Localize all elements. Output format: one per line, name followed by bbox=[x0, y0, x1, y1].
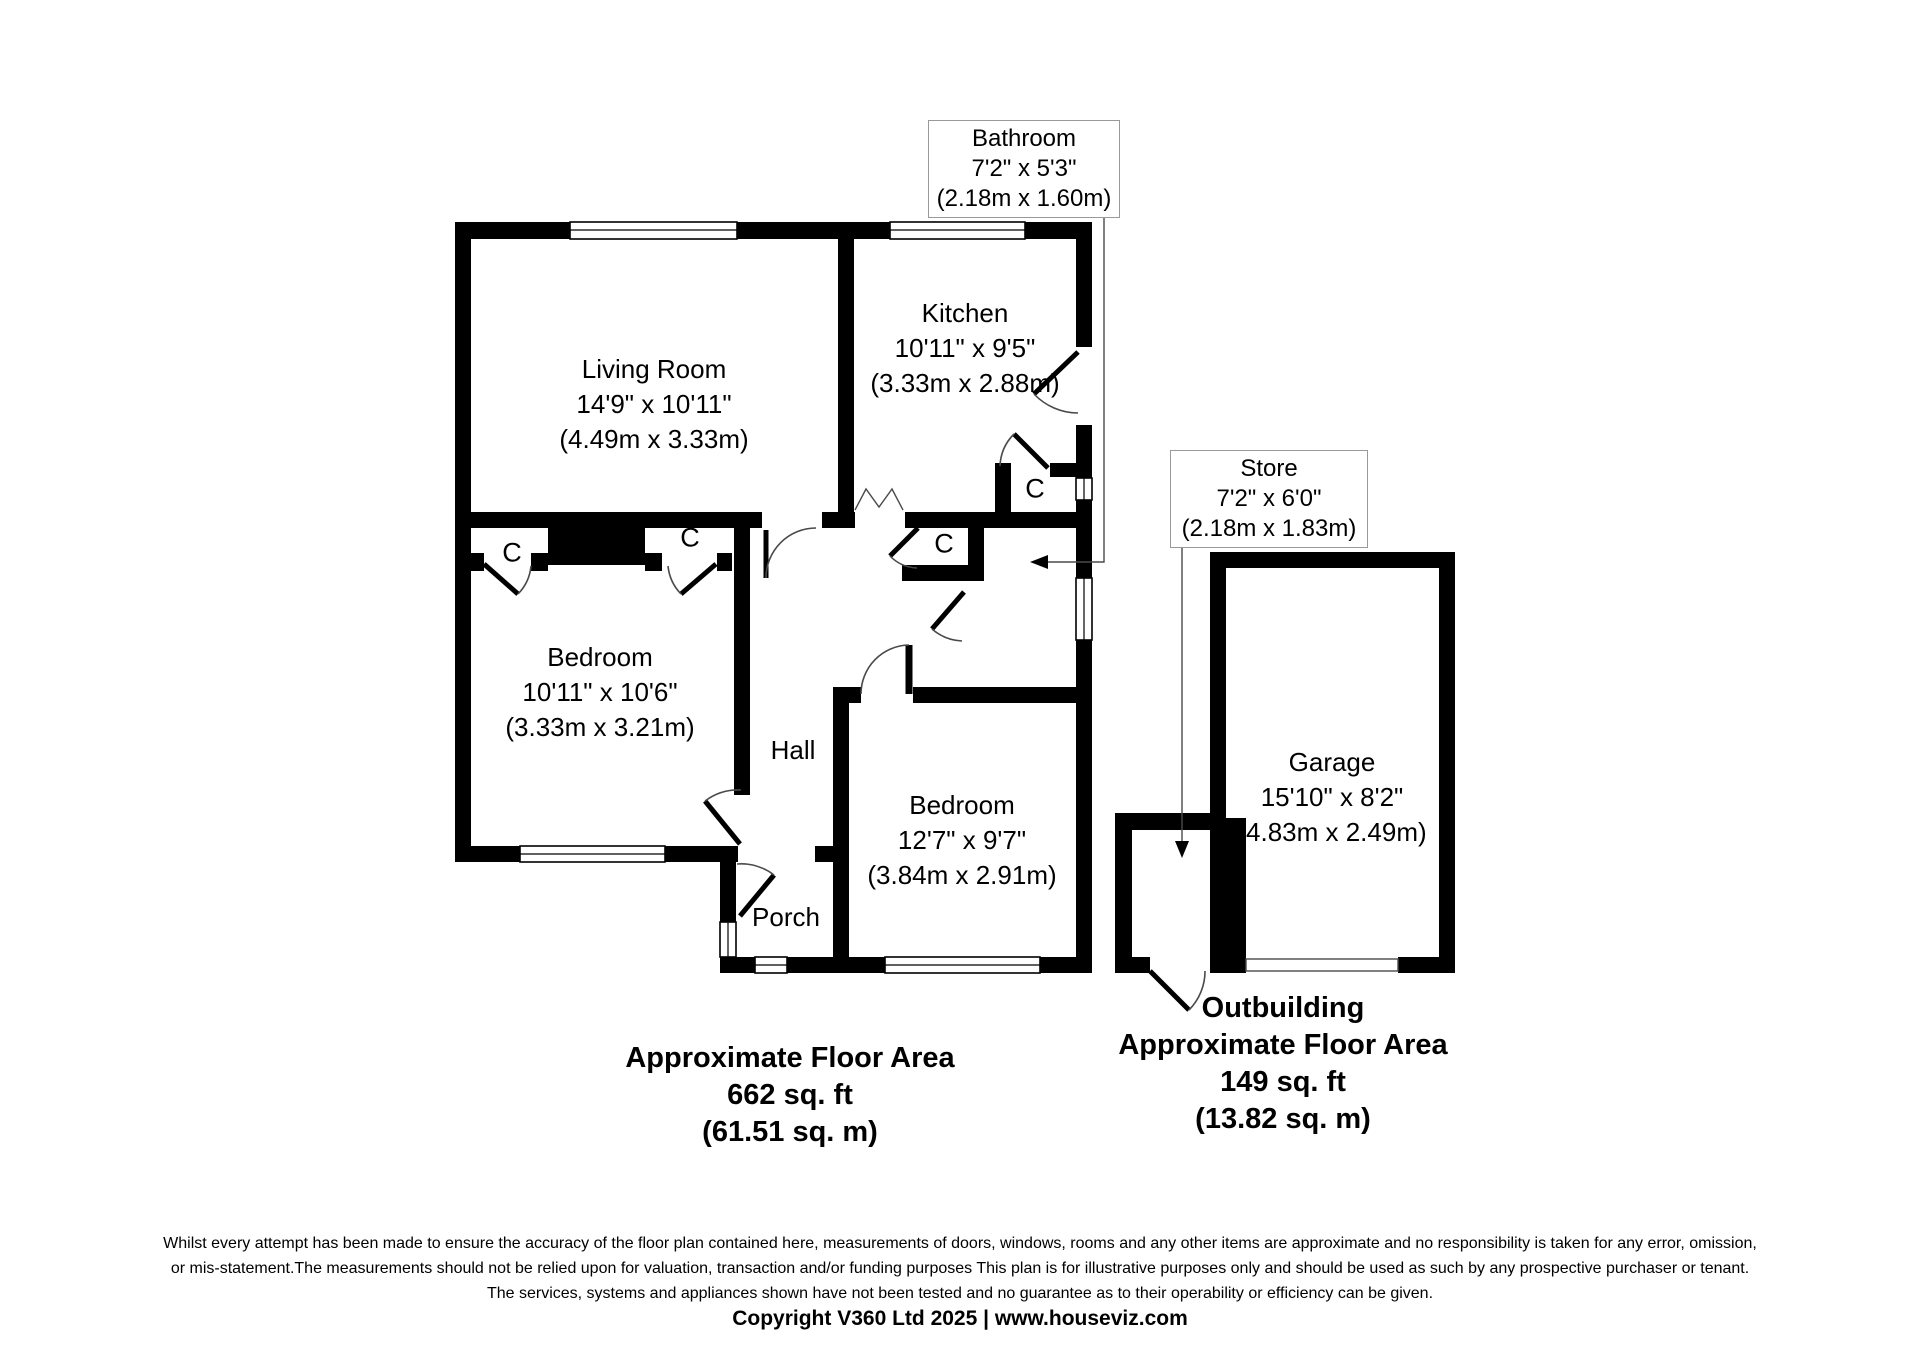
door-hall-closet bbox=[890, 528, 918, 568]
store-callout bbox=[1170, 450, 1368, 548]
bathroom-callout-title: Bathroom bbox=[971, 125, 1077, 152]
door-bedroom-2 bbox=[861, 645, 909, 694]
porch-label: Porch bbox=[752, 902, 820, 932]
closet-label-hall: C bbox=[934, 528, 954, 559]
door-closet-right bbox=[668, 564, 716, 594]
copyright-line: Copyright V360 Ltd 2025 | www.houseviz.com bbox=[732, 1307, 1188, 1330]
living-room-imperial: 14'9" x 10'11" bbox=[576, 389, 732, 419]
outbuilding-floor-area bbox=[1118, 990, 1447, 1138]
door-kitchen-closet bbox=[1000, 434, 1048, 468]
bathroom-callout-metric: (2.18m x 1.60m) bbox=[936, 185, 1112, 212]
window-bedroom-1 bbox=[520, 846, 665, 862]
window-kitchen bbox=[890, 222, 1025, 239]
closet-label-kitchen: C bbox=[1025, 473, 1045, 504]
bedroom-2-metric: (3.84m x 2.91m) bbox=[867, 860, 1057, 890]
main-floor-area bbox=[625, 1040, 954, 1151]
window-bedroom-2 bbox=[885, 957, 1040, 973]
window-porch-side bbox=[720, 922, 736, 957]
bedroom-1-metric: (3.33m x 3.21m) bbox=[505, 712, 695, 742]
disclaimer-line-3: The services, systems and appliances shown have not been tested and no guarantee as to their operability or efficiency can be given. bbox=[486, 1285, 1434, 1302]
bedroom-2-imperial: 12'7" x 9'7" bbox=[897, 825, 1027, 855]
kitchen-label bbox=[870, 296, 1059, 401]
garage-metric: (4.83m x 2.49m) bbox=[1237, 817, 1427, 847]
bathroom-callout-imperial: 7'2" x 5'3" bbox=[971, 155, 1077, 182]
outbuilding-heading: Approximate Floor Area bbox=[1118, 1029, 1448, 1061]
living-room-name: Living Room bbox=[581, 354, 727, 384]
door-bathroom bbox=[932, 592, 964, 641]
kitchen-metric: (3.33m x 2.88m) bbox=[870, 368, 1060, 398]
bedroom-1-name: Bedroom bbox=[547, 642, 653, 672]
store-leader-arrow bbox=[1175, 546, 1189, 858]
disclaimer-line-2: or mis-statement.The measurements should not be relied upon for valuation, transaction and/or funding purposes This plan is for illustrative purposes only and should be used as such by any prospective purchaser or tenant. bbox=[170, 1260, 1750, 1277]
main-floor-area-imperial: 662 sq. ft bbox=[727, 1079, 853, 1111]
door-living-room bbox=[766, 528, 816, 578]
door-closet-left bbox=[484, 564, 531, 594]
store-callout-imperial: 7'2" x 6'0" bbox=[1216, 485, 1322, 512]
store-callout-title: Store bbox=[1240, 455, 1298, 482]
window-closet-right bbox=[1076, 478, 1092, 500]
outbuilding-imperial: 149 sq. ft bbox=[1220, 1066, 1346, 1098]
bathroom-callout bbox=[928, 120, 1120, 218]
window-porch-front bbox=[755, 957, 787, 973]
window-bathroom bbox=[1076, 578, 1092, 640]
main-floor-area-heading: Approximate Floor Area bbox=[625, 1042, 955, 1074]
bedroom-1-imperial: 10'11" x 10'6" bbox=[522, 677, 678, 707]
garage-name: Garage bbox=[1288, 747, 1376, 777]
garage-label bbox=[1237, 745, 1426, 850]
hall-label: Hall bbox=[770, 735, 816, 765]
disclaimer-line-1: Whilst every attempt has been made to ensure the accuracy of the floor plan contained here, measurements of doors, windows, rooms and any other items are approximate and no responsibility is taken for any error, omission, bbox=[163, 1235, 1757, 1252]
window-living-room bbox=[570, 222, 737, 239]
bedroom-1-label bbox=[505, 640, 694, 745]
living-room-label bbox=[559, 352, 748, 457]
garage-imperial: 15'10" x 8'2" bbox=[1260, 782, 1404, 812]
kitchen-imperial: 10'11" x 9'5" bbox=[894, 333, 1036, 363]
store-callout-metric: (2.18m x 1.83m) bbox=[1181, 515, 1357, 542]
closet-label-bedroom1-right: C bbox=[680, 522, 700, 553]
opening-hall-kitchen bbox=[855, 489, 903, 510]
outbuilding-name: Outbuilding bbox=[1201, 992, 1365, 1024]
living-room-metric: (4.49m x 3.33m) bbox=[559, 424, 749, 454]
bedroom-2-label bbox=[867, 788, 1056, 893]
closet-label-bedroom1-left: C bbox=[502, 537, 522, 568]
kitchen-name: Kitchen bbox=[921, 298, 1009, 328]
bedroom-2-name: Bedroom bbox=[909, 790, 1015, 820]
main-floor-area-metric: (61.51 sq. m) bbox=[702, 1116, 878, 1148]
outbuilding-metric: (13.82 sq. m) bbox=[1195, 1103, 1371, 1135]
door-bedroom-1 bbox=[705, 790, 741, 844]
